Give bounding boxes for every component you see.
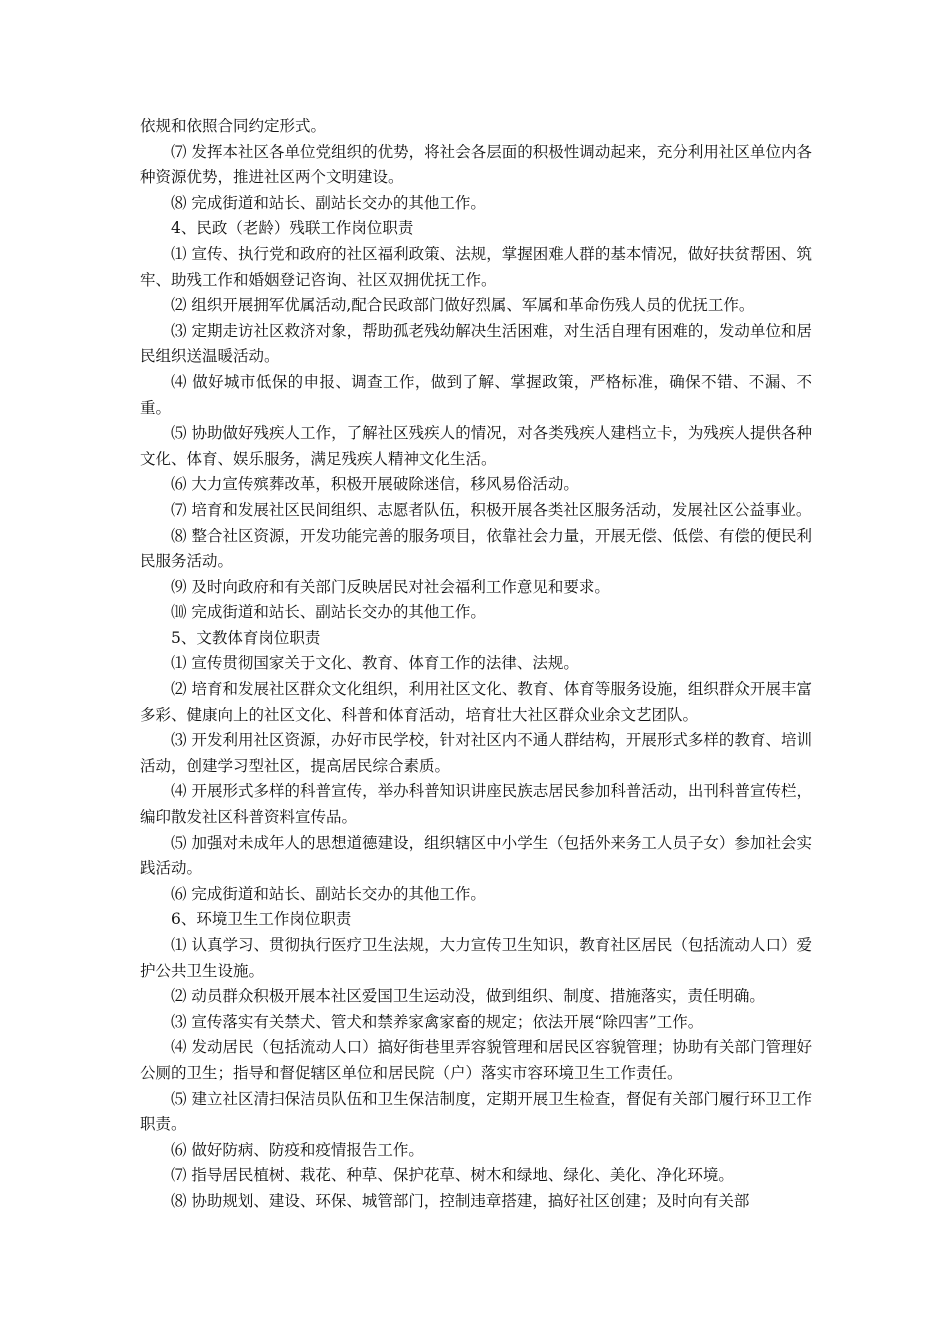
paragraph: ⑼ 及时向政府和有关部门反映居民对社会福利工作意见和要求。 [171,577,610,596]
section-heading: 5、文教体育岗位职责 [171,628,321,647]
paragraph: ⑵ 组织开展拥军优属活动,配合民政部门做好烈属、军属和革命伤残人员的优抚工作。 [171,296,755,315]
paragraph: ⑶ 宣传落实有关禁犬、管犬和禁养家禽家畜的规定；依法开展“除四害”工作。 [171,1012,704,1031]
paragraph: ⑶ 定期走访社区救济对象，帮助孤老残幼解决生活困难，对生活自理有困难的，发动单位和居民组织送温暖活动。 [140,321,812,366]
paragraph: ⑵ 培育和发展社区群众文化组织，利用社区文化、教育、体育等服务设施，组织群众开展丰富多彩、健康向上的社区文化、科普和体育活动，培育壮大社区群众业余文艺团队。 [140,680,812,724]
paragraph: ⑶ 开发利用社区资源，办好市民学校，针对社区内不通人群结构，开展形式多样的教育、培训活动，创建学习型社区，提高居民综合素质。 [140,731,812,775]
paragraph: ⑻ 完成街道和站长、副站长交办的其他工作。 [171,193,486,212]
paragraph: ⑺ 培育和发展社区民间组织、志愿者队伍，积极开展各类社区服务活动，发展社区公益事业。 [171,500,812,519]
paragraph: ⑽ 完成街道和站长、副站长交办的其他工作。 [171,603,486,622]
paragraph: ⑹ 做好防病、防疫和疫情报告工作。 [171,1140,424,1159]
paragraph: ⑹ 完成街道和站长、副站长交办的其他工作。 [171,884,486,903]
paragraph: ⑺ 指导居民植树、栽花、种草、保护花草、树木和绿地、绿化、美化、净化环境。 [171,1166,734,1185]
paragraph: ⑴ 认真学习、贯彻执行医疗卫生法规，大力宣传卫生知识，教育社区居民（包括流动人口）爱护公共卫生设施。 [140,936,812,980]
paragraph: ⑻ 整合社区资源，开发功能完善的服务项目，依靠社会力量，开展无偿、低偿、有偿的便民利民服务活动。 [140,526,812,571]
document-body [140,114,812,1215]
paragraph: ⑺ 发挥本社区各单位党组织的优势，将社会各层面的积极性调动起来，充分利用社区单位内各种资源优势，推进社区两个文明建设。 [140,142,812,187]
paragraph: ⑷ 开展形式多样的科普宣传，举办科普知识讲座民族志居民参加科普活动，出刊科普宣传栏，编印散发社区科普资料宣传品。 [140,782,812,827]
paragraph: ⑸ 建立社区清扫保洁员队伍和卫生保洁制度，定期开展卫生检查，督促有关部门履行环卫工作职责。 [140,1089,812,1134]
section-heading: 4、民政（老龄）残联工作岗位职责 [171,219,414,238]
paragraph: ⑷ 做好城市低保的申报、调查工作，做到了解、掌握政策，严格标准，确保不错、不漏、不重。 [140,372,812,417]
paragraph: 依规和依照合同约定形式。 [140,117,327,135]
paragraph: ⑹ 大力宣传殡葬改革，积极开展破除迷信，移风易俗活动。 [171,475,579,494]
paragraph: ⑵ 动员群众积极开展本社区爱国卫生运动没，做到组织、制度、措施落实，责任明确。 [171,987,765,1006]
paragraph: ⑴ 宣传贯彻国家关于文化、教育、体育工作的法律、法规。 [171,654,579,673]
paragraph: ⑸ 协助做好残疾人工作，了解社区残疾人的情况，对各类残疾人建档立卡，为残疾人提供各种文化、体育、娱乐服务，满足残疾人精神文化生活。 [140,424,812,468]
paragraph: ⑴ 宣传、执行党和政府的社区福利政策、法规，掌握困难人群的基本情况，做好扶贫帮困、筑牢、助残工作和婚姻登记咨询、社区双拥优抚工作。 [140,244,812,289]
paragraph: ⑸ 加强对未成年人的思想道德建设，组织辖区中小学生（包括外来务工人员子女）参加社会实践活动。 [140,833,812,878]
section-heading: 6、环境卫生工作岗位职责 [171,910,352,929]
paragraph: ⑷ 发动居民（包括流动人口）搞好街巷里弄容貌管理和居民区容貌管理；协助有关部门管理好公厕的卫生；指导和督促辖区单位和居民院（户）落实市容环境卫生工作责任。 [140,1038,812,1082]
paragraph: ⑻ 协助规划、建设、环保、城管部门，控制违章搭建，搞好社区创建；及时向有关部 [171,1191,750,1210]
